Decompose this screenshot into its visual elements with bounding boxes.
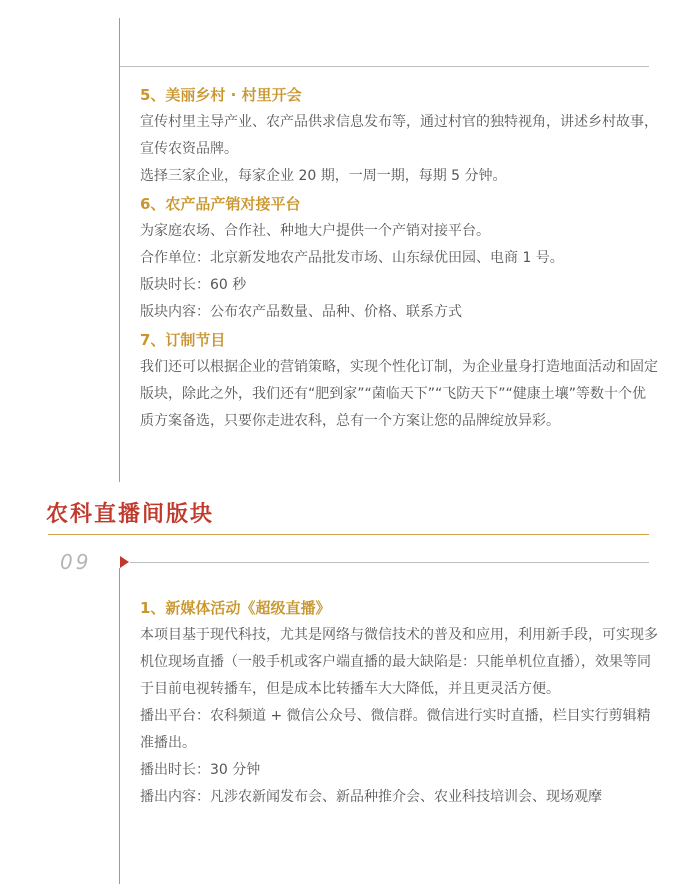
page-divider <box>130 562 649 563</box>
paragraph: 选择三家企业，每家企业 20 期，一周一期，每期 5 分钟。 <box>140 168 507 184</box>
paragraph: 播出平台：农科频道 + 微信公众号、微信群。微信进行实时直播，栏目实行剪辑精准播出。 <box>140 708 651 751</box>
section-heading-6: 6、农产品产销对接平台 <box>140 195 301 213</box>
divider-top <box>119 66 649 67</box>
section-heading-1: 1、新媒体活动《超级直播》 <box>140 599 331 617</box>
paragraph: 为家庭农场、合作社、种地大户提供一个产销对接平台。 <box>140 223 490 239</box>
page-marker-triangle-icon <box>120 556 129 568</box>
section-heading-7: 7、订制节目 <box>140 331 226 349</box>
content-top <box>140 81 660 435</box>
banner-underline <box>48 534 649 535</box>
page-number: 09 <box>60 550 92 574</box>
content-bottom <box>140 594 660 811</box>
banner-title: 农科直播间版块 <box>46 502 215 527</box>
paragraph: 播出内容：凡涉农新闻发布会、新品种推介会、农业科技培训会、现场观摩 <box>140 789 602 805</box>
margin-line-top <box>119 18 120 66</box>
paragraph: 合作单位：北京新发地农产品批发市场、山东绿优田园、电商 1 号。 <box>140 250 564 266</box>
paragraph: 版块时长：60 秒 <box>140 277 247 293</box>
paragraph: 播出时长：30 分钟 <box>140 762 261 778</box>
paragraph: 我们还可以根据企业的营销策略，实现个性化订制，为企业量身打造地面活动和固定版块，除此之外，我们还有“肥到家”“菌临天下”“飞防天下”“健康土壤”等数十个优质方案备选，只要你走进农科，总有一个方案让您的品牌绽放异彩。 <box>140 359 658 429</box>
margin-line-middle <box>119 66 120 482</box>
paragraph: 版块内容：公布农产品数量、品种、价格、联系方式 <box>140 304 462 320</box>
paragraph: 宣传村里主导产业、农产品供求信息发布等，通过村官的独特视角，讲述乡村故事，宣传农资品牌。 <box>140 114 658 157</box>
paragraph: 本项目基于现代科技，尤其是网络与微信技术的普及和应用，利用新手段，可实现多机位现场直播（一般手机或客户端直播的最大缺陷是：只能单机位直播），效果等同于目前电视转播车，但是成本比转播车大大降低，并且更灵活方便。 <box>140 627 658 697</box>
section-heading-5: 5、美丽乡村 · 村里开会 <box>140 86 302 104</box>
margin-line-bottom <box>119 568 120 884</box>
